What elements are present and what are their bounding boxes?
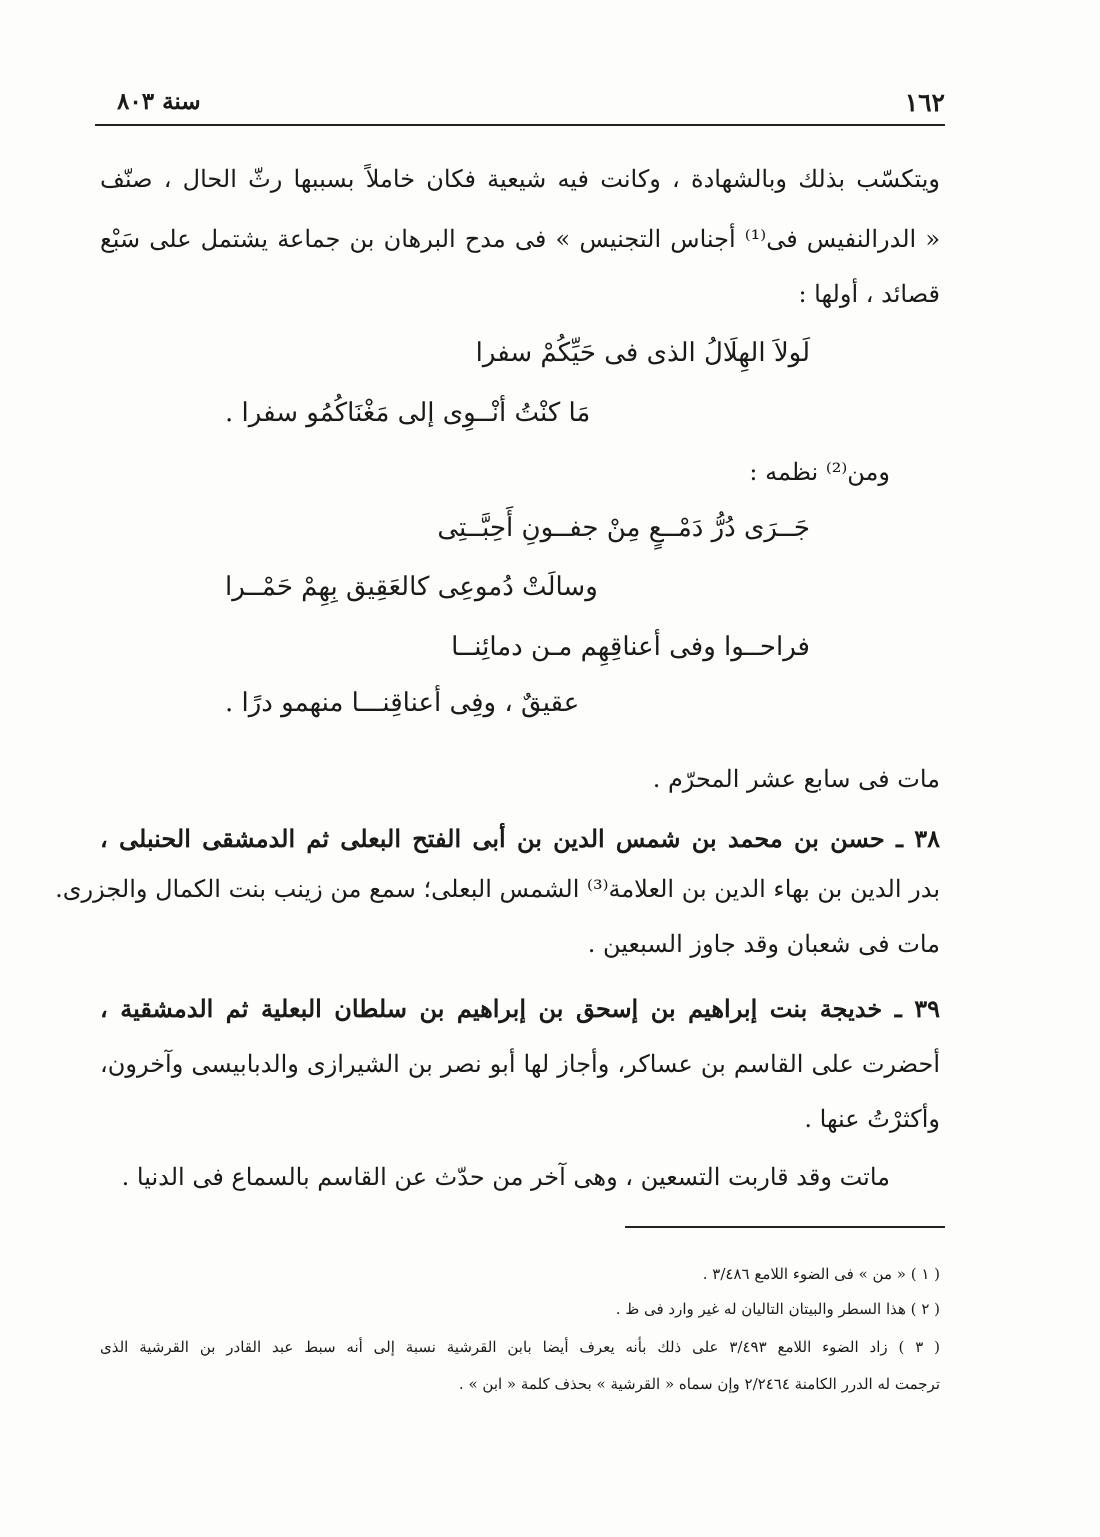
entry-38-heading: ٣٨ ـ حسن بن محمد بن شمس الدين بن أبى الفتح البعلى ثم الدمشقى الحنبلى ، bbox=[100, 824, 941, 853]
body-line: ويتكسّب بذلك وبالشهادة ، وكانت فيه شيعية فكان خاملاً بسببها رثّ الحال ، صنّف bbox=[100, 165, 941, 193]
verse-hemistich: لَولاَ الهِلَالُ الذى فى حَيِّكُمْ سفرا bbox=[475, 338, 810, 368]
footnote-1: ( ١ ) « من » فى الضوء اللامع ٣/٤٨٦ . bbox=[702, 1265, 940, 1283]
footnote-2: ( ٢ ) هذا السطر والبيتان التاليان له غير وارد فى ظ . bbox=[615, 1300, 940, 1318]
verse-hemistich: وسالَتْ دُموعِى كالعَقِيق بِهِمْ حَمْــرا bbox=[225, 572, 598, 602]
verse-hemistich: فراحــوا وفى أعناقِهِم مـن دمائِنــا bbox=[451, 632, 810, 662]
year-heading: سنة ٨٠٣ bbox=[117, 88, 201, 115]
verse-hemistich: مَا كنْتُ أنْــوِى إلى مَغْنَاكُمُو سفرا . bbox=[225, 398, 591, 428]
footnote-3-continuation: ترجمت له الدرر الكامنة ٢/٢٤٦٤ وإن سماه « القرشية » بحذف كلمة « ابن » . bbox=[458, 1375, 940, 1393]
entry-39-heading: ٣٩ ـ خديجة بنت إبراهيم بن إسحق بن إبراهيم بن سلطان البعلية ثم الدمشقية ، bbox=[100, 994, 940, 1023]
body-line: بدر الدين بن بهاء الدين بن العلامة⁽³⁾ الشمس البعلى؛ سمع من زينب بنت الكمال والجزرى. bbox=[55, 875, 940, 903]
body-line: أحضرت على القاسم بن عساكر، وأجاز لها أبو نصر بن الشيرازى والدبابيسى وآخرون، bbox=[100, 1050, 940, 1078]
body-line: ماتت وقد قاربت التسعين ، وهى آخر من حدّث عن القاسم بالسماع فى الدنيا . bbox=[121, 1163, 890, 1191]
running-header bbox=[95, 88, 945, 118]
verse-hemistich: جَــرَى دُرُّ دَمْــعٍ مِنْ جفــونِ أَحِبَّــتِى bbox=[437, 513, 810, 543]
body-line: وأكثرْتُ عنها . bbox=[804, 1105, 940, 1133]
body-line: مات فى شعبان وقد جاوز السبعين . bbox=[587, 930, 940, 958]
footnote-3: ( ٣ ) زاد الضوء اللامع ٣/٤٩٣ على ذلك بأنه يعرف أيضا بابن القرشية نسبة إلى أنه سبط عبد القادر بن القرشية الذى bbox=[100, 1338, 941, 1356]
body-line: قصائد ، أولها : bbox=[798, 280, 940, 308]
page-number: ١٦٢ bbox=[904, 88, 945, 117]
verse-hemistich: عقيقٌ ، وفِى أعناقِنـــا منهمو درًا . bbox=[225, 688, 580, 718]
body-line: ومن⁽²⁾ نظمه : bbox=[749, 458, 890, 486]
footnote-rule bbox=[625, 1226, 945, 1228]
header-rule bbox=[95, 124, 945, 126]
body-line: مات فى سابع عشر المحرّم . bbox=[652, 765, 940, 793]
body-line: « الدرالنفيس فى⁽¹⁾ أجناس التجنيس » فى مدح البرهان بن جماعة يشتمل على سَبْع bbox=[100, 225, 940, 253]
